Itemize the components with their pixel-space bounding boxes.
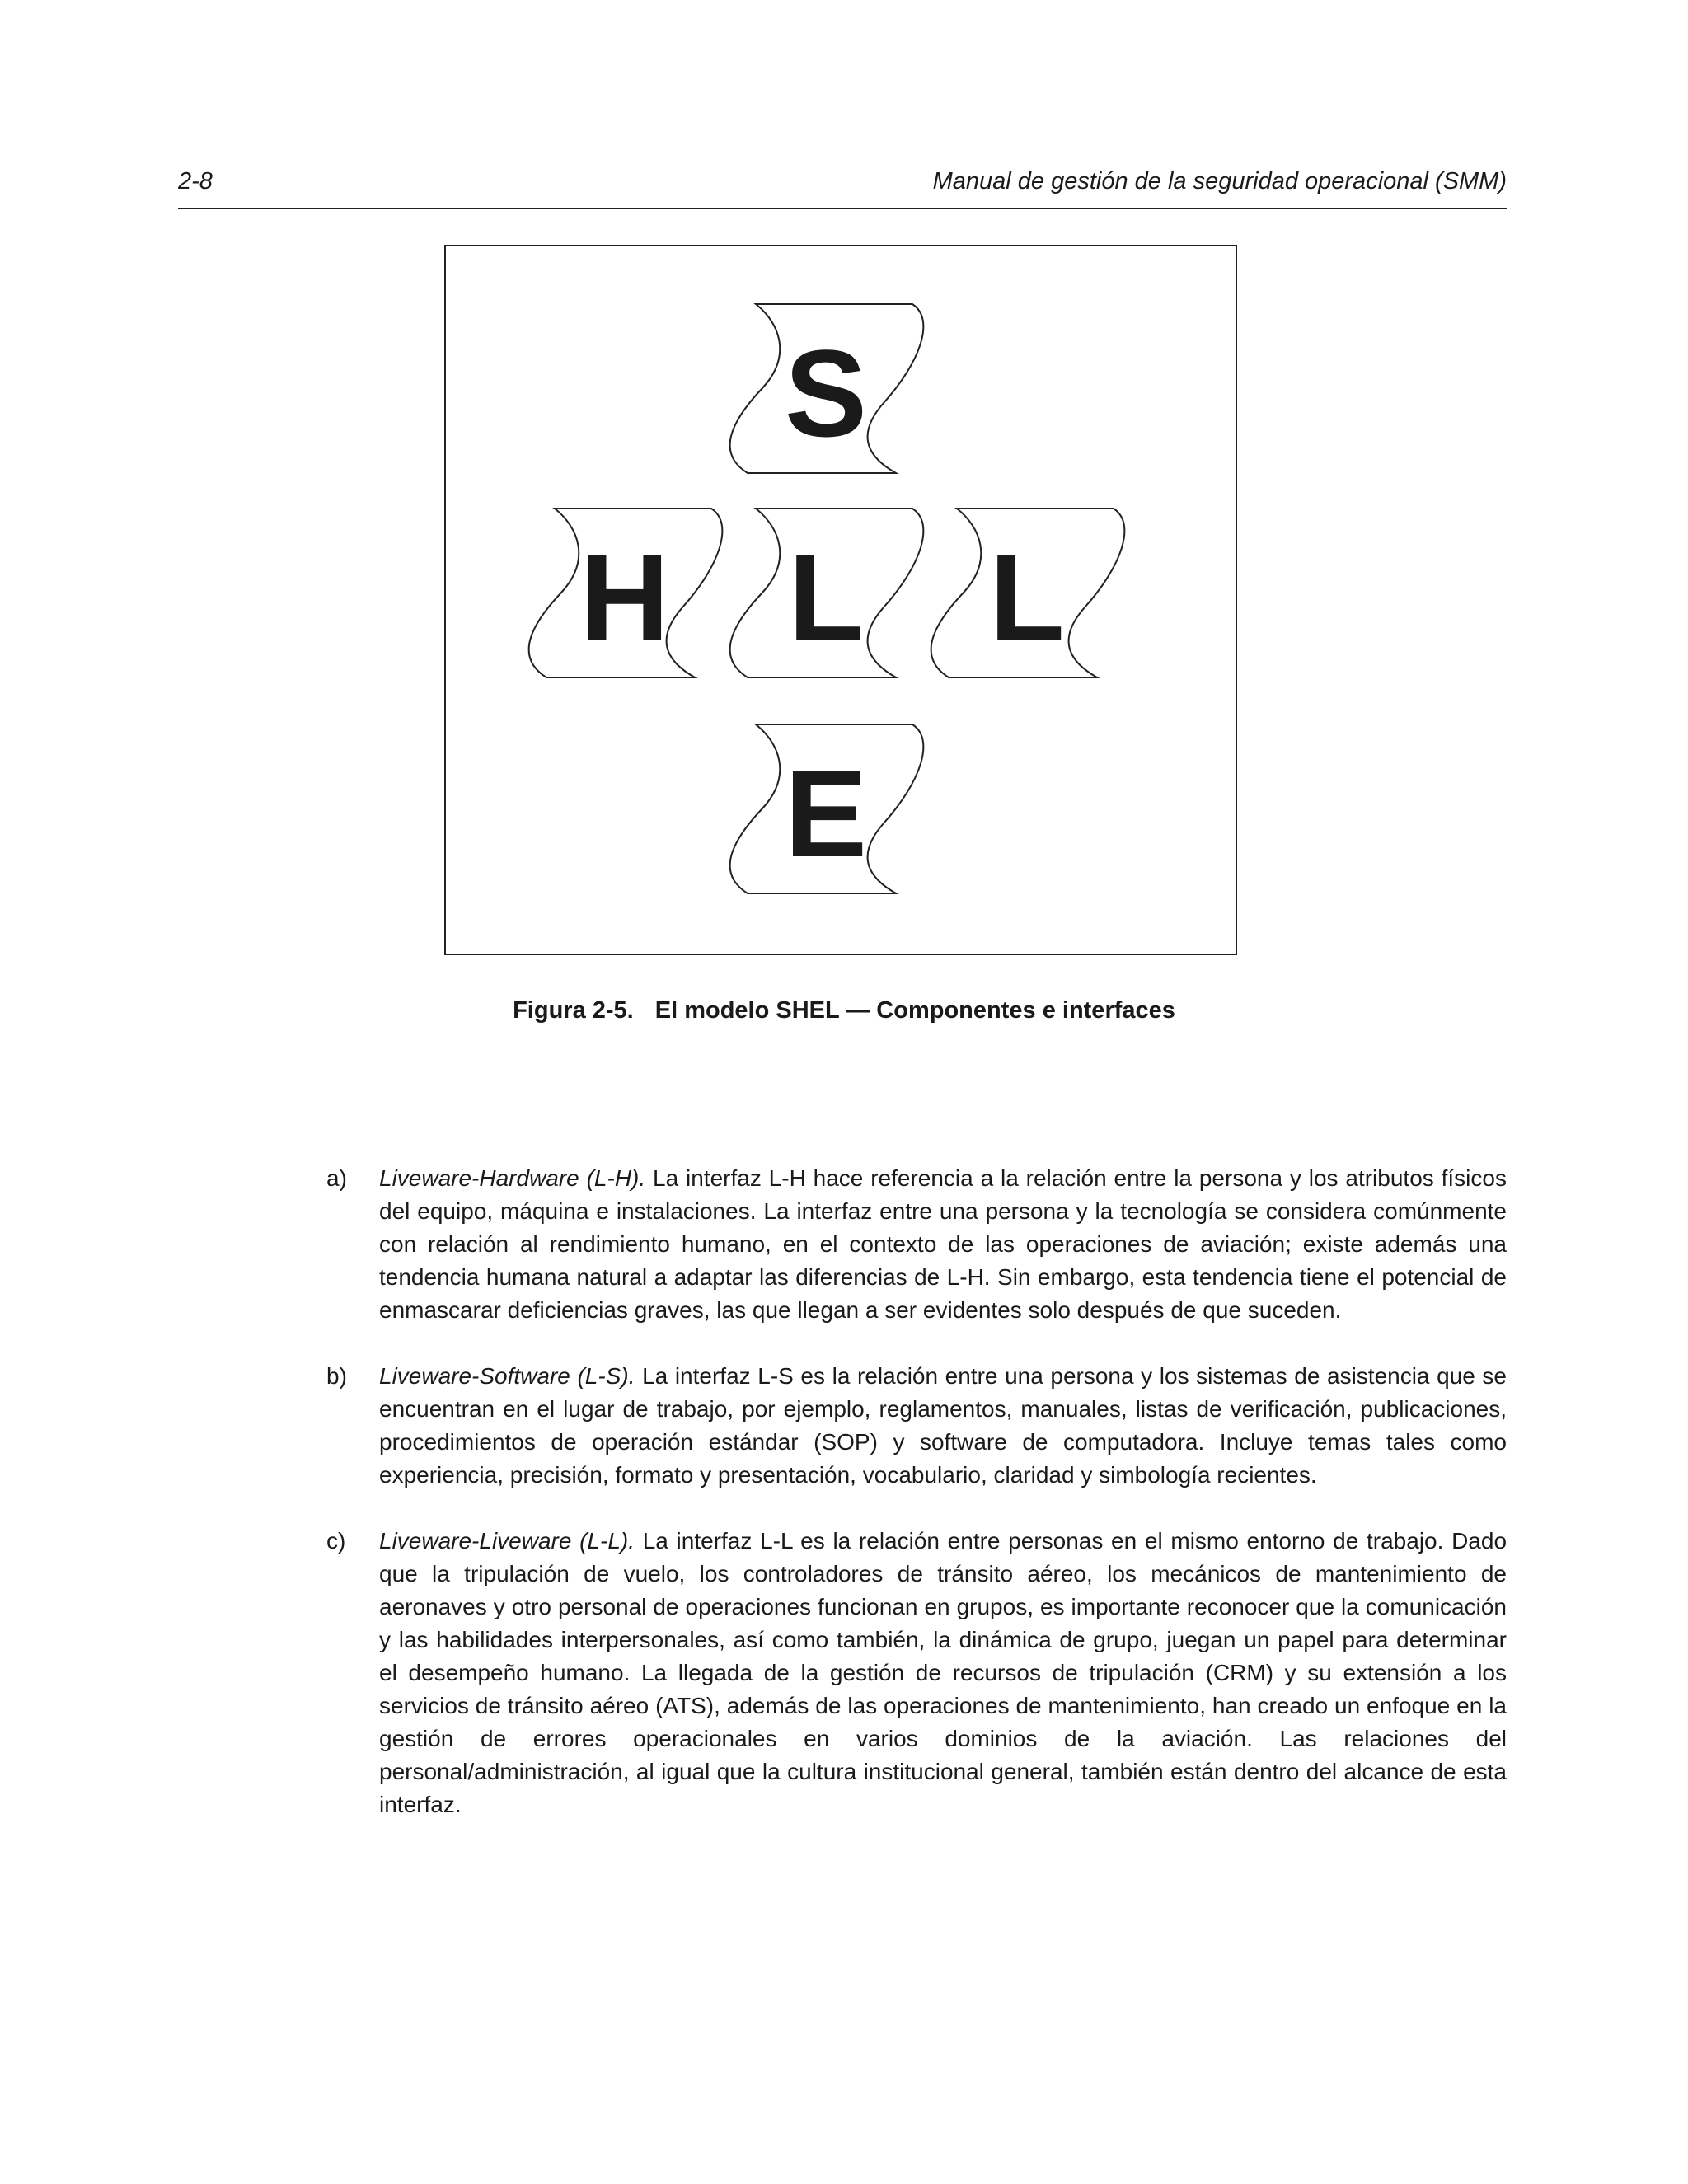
- list-item-text: [379, 1162, 1507, 1327]
- tile-letter-h: H: [579, 528, 670, 667]
- tile-hardware: [529, 509, 723, 677]
- document-title: Manual de gestión de la seguridad operacional (SMM): [932, 168, 1507, 194]
- tile-letter-e: E: [784, 744, 868, 883]
- list-item-marker: b): [326, 1363, 347, 1389]
- interface-list: [326, 1162, 1507, 1854]
- list-item-marker: a): [326, 1165, 347, 1191]
- list-item-text: [379, 1360, 1507, 1492]
- tile-liveware-center: [730, 509, 924, 677]
- tile-letter-l-peripheral: L: [989, 528, 1065, 667]
- shel-diagram: [446, 246, 1236, 954]
- tile-letter-l-center: L: [788, 528, 864, 667]
- list-item-term: Liveware-Liveware (L-L).: [379, 1528, 635, 1554]
- list-item: [326, 1360, 1507, 1492]
- tile-liveware-peripheral: [931, 509, 1125, 677]
- list-item: [326, 1525, 1507, 1821]
- tile-environment: [730, 724, 924, 893]
- list-item: [326, 1162, 1507, 1327]
- tile-letter-s: S: [784, 324, 868, 462]
- page-number: 2-8: [178, 168, 213, 194]
- list-item-body: La interfaz L-L es la relación entre personas en el mismo entorno de trabajo. Dado que la tripulación de vuelo, los controladores de tránsito aéreo, los mecánicos de mantenimiento de aeronaves y otro personal de operaciones funcionan en grupos, es importante reconocer que la comunicación y las habilidades interpersonales, así como también, la dinámica de grupo, juegan un papel para determinar el desempeño humano. La llegada de la gestión de recursos de tripulación (CRM) y su extensión a los servicios de tránsito aéreo (ATS), además de las operaciones de mantenimiento, han creado un enfoque en la gestión de errores operacionales en varios dominios de la aviación. Las relaciones del personal/administración, al igual que la cultura institucional general, también están dentro del alcance de esta interfaz.: [379, 1528, 1507, 1817]
- tile-software: [730, 304, 924, 473]
- list-item-marker: c): [326, 1528, 346, 1554]
- list-item-term: Liveware-Software (L-S).: [379, 1363, 635, 1389]
- list-item-body: La interfaz L-H hace referencia a la relación entre la persona y los atributos físicos del equipo, máquina e instalaciones. La interfaz entre una persona y la tecnología se considera comúnmente con relación al rendimiento humano, en el contexto de las operaciones de aviación; existe además una tendencia humana natural a adaptar las diferencias de L-H. Sin embargo, esta tendencia tiene el potencial de enmascarar deficiencias graves, las que llegan a ser evidentes solo después de que suceden.: [379, 1165, 1507, 1323]
- figure-caption-title: El modelo SHEL — Componentes e interfaces: [654, 997, 1175, 1024]
- shel-model-figure: [444, 245, 1237, 955]
- list-item-text: [379, 1525, 1507, 1821]
- figure-caption: [0, 997, 1688, 1024]
- figure-caption-number: Figura 2-5.: [513, 997, 634, 1024]
- page-header: [178, 165, 1507, 209]
- list-item-term: Liveware-Hardware (L-H).: [379, 1165, 646, 1191]
- list-item-body: La interfaz L-S es la relación entre una persona y los sistemas de asistencia que se encuentran en el lugar de trabajo, por ejemplo, reglamentos, manuales, listas de verificación, publicaciones, procedimientos de operación estándar (SOP) y software de computadora. Incluye temas tales como experiencia, precisión, formato y presentación, vocabulario, claridad y simbología recientes.: [379, 1363, 1507, 1488]
